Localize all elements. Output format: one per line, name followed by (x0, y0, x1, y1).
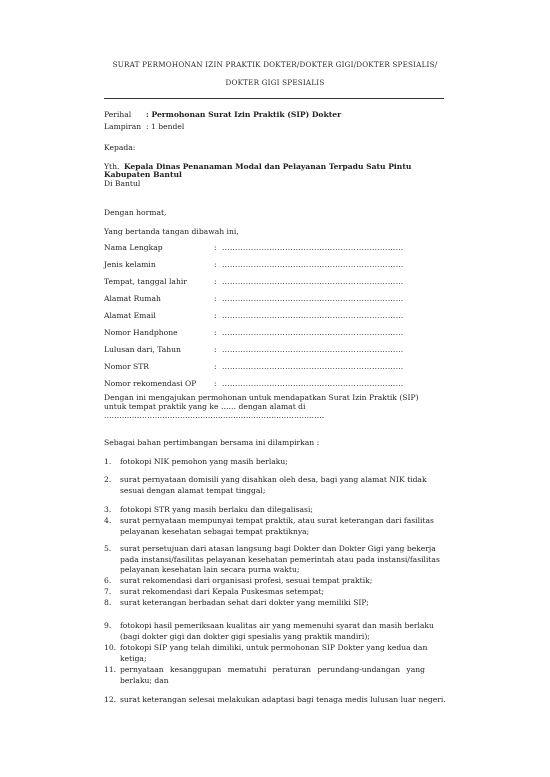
list-item-number: 8. (104, 598, 112, 607)
field-value-rekomendasi-op[interactable]: …………………………………………………………… (222, 379, 404, 388)
field-colon: : (214, 311, 217, 320)
list-item-number: 9. (104, 621, 112, 630)
list-item-number: 4. (104, 516, 112, 525)
list-item: fotokopi NIK pemohon yang masih berlaku; (120, 457, 288, 466)
list-item-number: 5. (104, 544, 112, 553)
list-item: surat rekomendasi dari organisasi profesi, sesuai tempat praktik; (120, 576, 373, 585)
list-item-number: 3. (104, 505, 112, 514)
perihal-label: Perihal (104, 110, 132, 119)
recipient-line1: Kepala Dinas Penanaman Modal dan Pelayanan Terpadu Satu Pintu (124, 162, 412, 171)
field-colon: : (214, 379, 217, 388)
list-item-number: 11. (104, 665, 117, 674)
field-value-jenis-kelamin[interactable]: …………………………………………………………… (222, 260, 404, 269)
field-value-alamat-rumah[interactable]: …………………………………………………………… (222, 294, 404, 303)
perihal-value: : Permohonan Surat Izin Praktik (SIP) Dokter (146, 110, 342, 119)
field-label-ttl: Tempat, tanggal lahir (104, 277, 187, 286)
field-colon: : (214, 345, 217, 354)
field-label-lulusan: Lulusan dari, Tahun (104, 345, 181, 354)
field-value-nama[interactable]: …………………………………………………………… (222, 243, 404, 252)
intro-text: Yang bertanda tangan dibawah ini, (104, 227, 239, 236)
list-item: fotokopi SIP yang telah dimiliki, untuk permohonan SIP Dokter yang kedua dan ketiga; (120, 643, 428, 663)
field-label-email: Alamat Email (104, 311, 156, 320)
list-item-number: 6. (104, 576, 112, 585)
list-item-number: 12. (104, 695, 117, 704)
list-item: surat pernyataan mempunyai tempat praktik, atau surat keterangan dari fasilitas pelayanan kesehatan sebagai tempat praktiknya; (120, 516, 434, 536)
list-item: pernyataan kesanggupan mematuhi peraturan perundang-undangan yang berlaku; dan (120, 665, 425, 685)
kepada-label: Kepada: (104, 143, 136, 152)
request-line1: Dengan ini mengajukan permohonan untuk mendapatkan Surat Izin Praktik (SIP) (104, 393, 419, 402)
list-item-number: 7. (104, 587, 112, 596)
list-item-number: 2. (104, 475, 112, 484)
field-label-rekomendasi-op: Nomor rekomendasi OP (104, 379, 197, 388)
field-colon: : (214, 277, 217, 286)
list-item-number: 10. (104, 643, 117, 652)
document-title-line2: DOKTER GIGI SPESIALIS (225, 78, 325, 87)
field-colon: : (214, 328, 217, 337)
list-item: surat rekomendasi dari Kepala Puskesmas setempat; (120, 587, 325, 596)
field-label-handphone: Nomor Handphone (104, 328, 178, 337)
field-label-str: Nomor STR (104, 362, 150, 371)
field-colon: : (214, 260, 217, 269)
request-line2: untuk tempat praktik yang ke …… dengan alamat di (104, 402, 306, 411)
field-value-email[interactable]: …………………………………………………………… (222, 311, 404, 320)
yth-prefix: Yth. (104, 162, 120, 171)
field-value-handphone[interactable]: …………………………………………………………… (222, 328, 404, 337)
attachments-intro: Sebagai bahan pertimbangan bersama ini dilampirkan : (104, 438, 320, 447)
field-value-str[interactable]: …………………………………………………………… (222, 362, 404, 371)
list-item: surat pernyataan domisili yang disahkan oleh desa, bagi yang alamat NIK tidak sesuai dengan alamat tempat tinggal; (120, 475, 427, 495)
recipient-line2: Kabupaten Bantul (104, 170, 182, 179)
list-item: surat keterangan berbadan sehat dari dokter yang memiliki SIP; (120, 598, 369, 607)
field-colon: : (214, 243, 217, 252)
lampiran-value: : 1 bendel (146, 122, 185, 131)
list-item: fotokopi STR yang masih berlaku dan dilegalisasi; (120, 505, 313, 514)
greeting: Dengan hormat, (104, 208, 167, 217)
lampiran-label: Lampiran (104, 122, 142, 131)
field-value-lulusan[interactable]: …………………………………………………………… (222, 345, 404, 354)
field-colon: : (214, 294, 217, 303)
field-colon: : (214, 362, 217, 371)
list-item: surat keterangan selesai melakukan adaptasi bagi tenaga medis lulusan luar negeri. (120, 695, 446, 704)
recipient-location: Di Bantul (104, 179, 141, 188)
field-value-ttl[interactable]: …………………………………………………………… (222, 277, 404, 286)
document-title-line1: SURAT PERMOHONAN IZIN PRAKTIK DOKTER/DOKTER GIGI/DOKTER SPESIALIS/ (112, 60, 438, 69)
list-item: fotokopi hasil pemeriksaan kualitas air yang memenuhi syarat dan masih berlaku (bagi dokter gigi dan dokter gigi spesialis yang praktik mandiri); (120, 621, 434, 641)
field-label-nama: Nama Lengkap (104, 243, 163, 252)
field-label-jenis-kelamin: Jenis kelamin (104, 260, 156, 269)
list-item: surat persetujuan dari atasan langsung bagi Dokter dan Dokter Gigi yang bekerja pada instansi/fasilitas pelayanan kesehatan pemerintah atau pada instansi/fasilitas pelayanan kesehatan lain secara purna waktu; (120, 544, 440, 574)
request-address-blank[interactable]: …………………………………………………………………………… (104, 411, 325, 420)
list-item-number: 1. (104, 457, 112, 466)
title-divider (104, 98, 444, 99)
field-label-alamat-rumah: Alamat Rumah (104, 294, 161, 303)
